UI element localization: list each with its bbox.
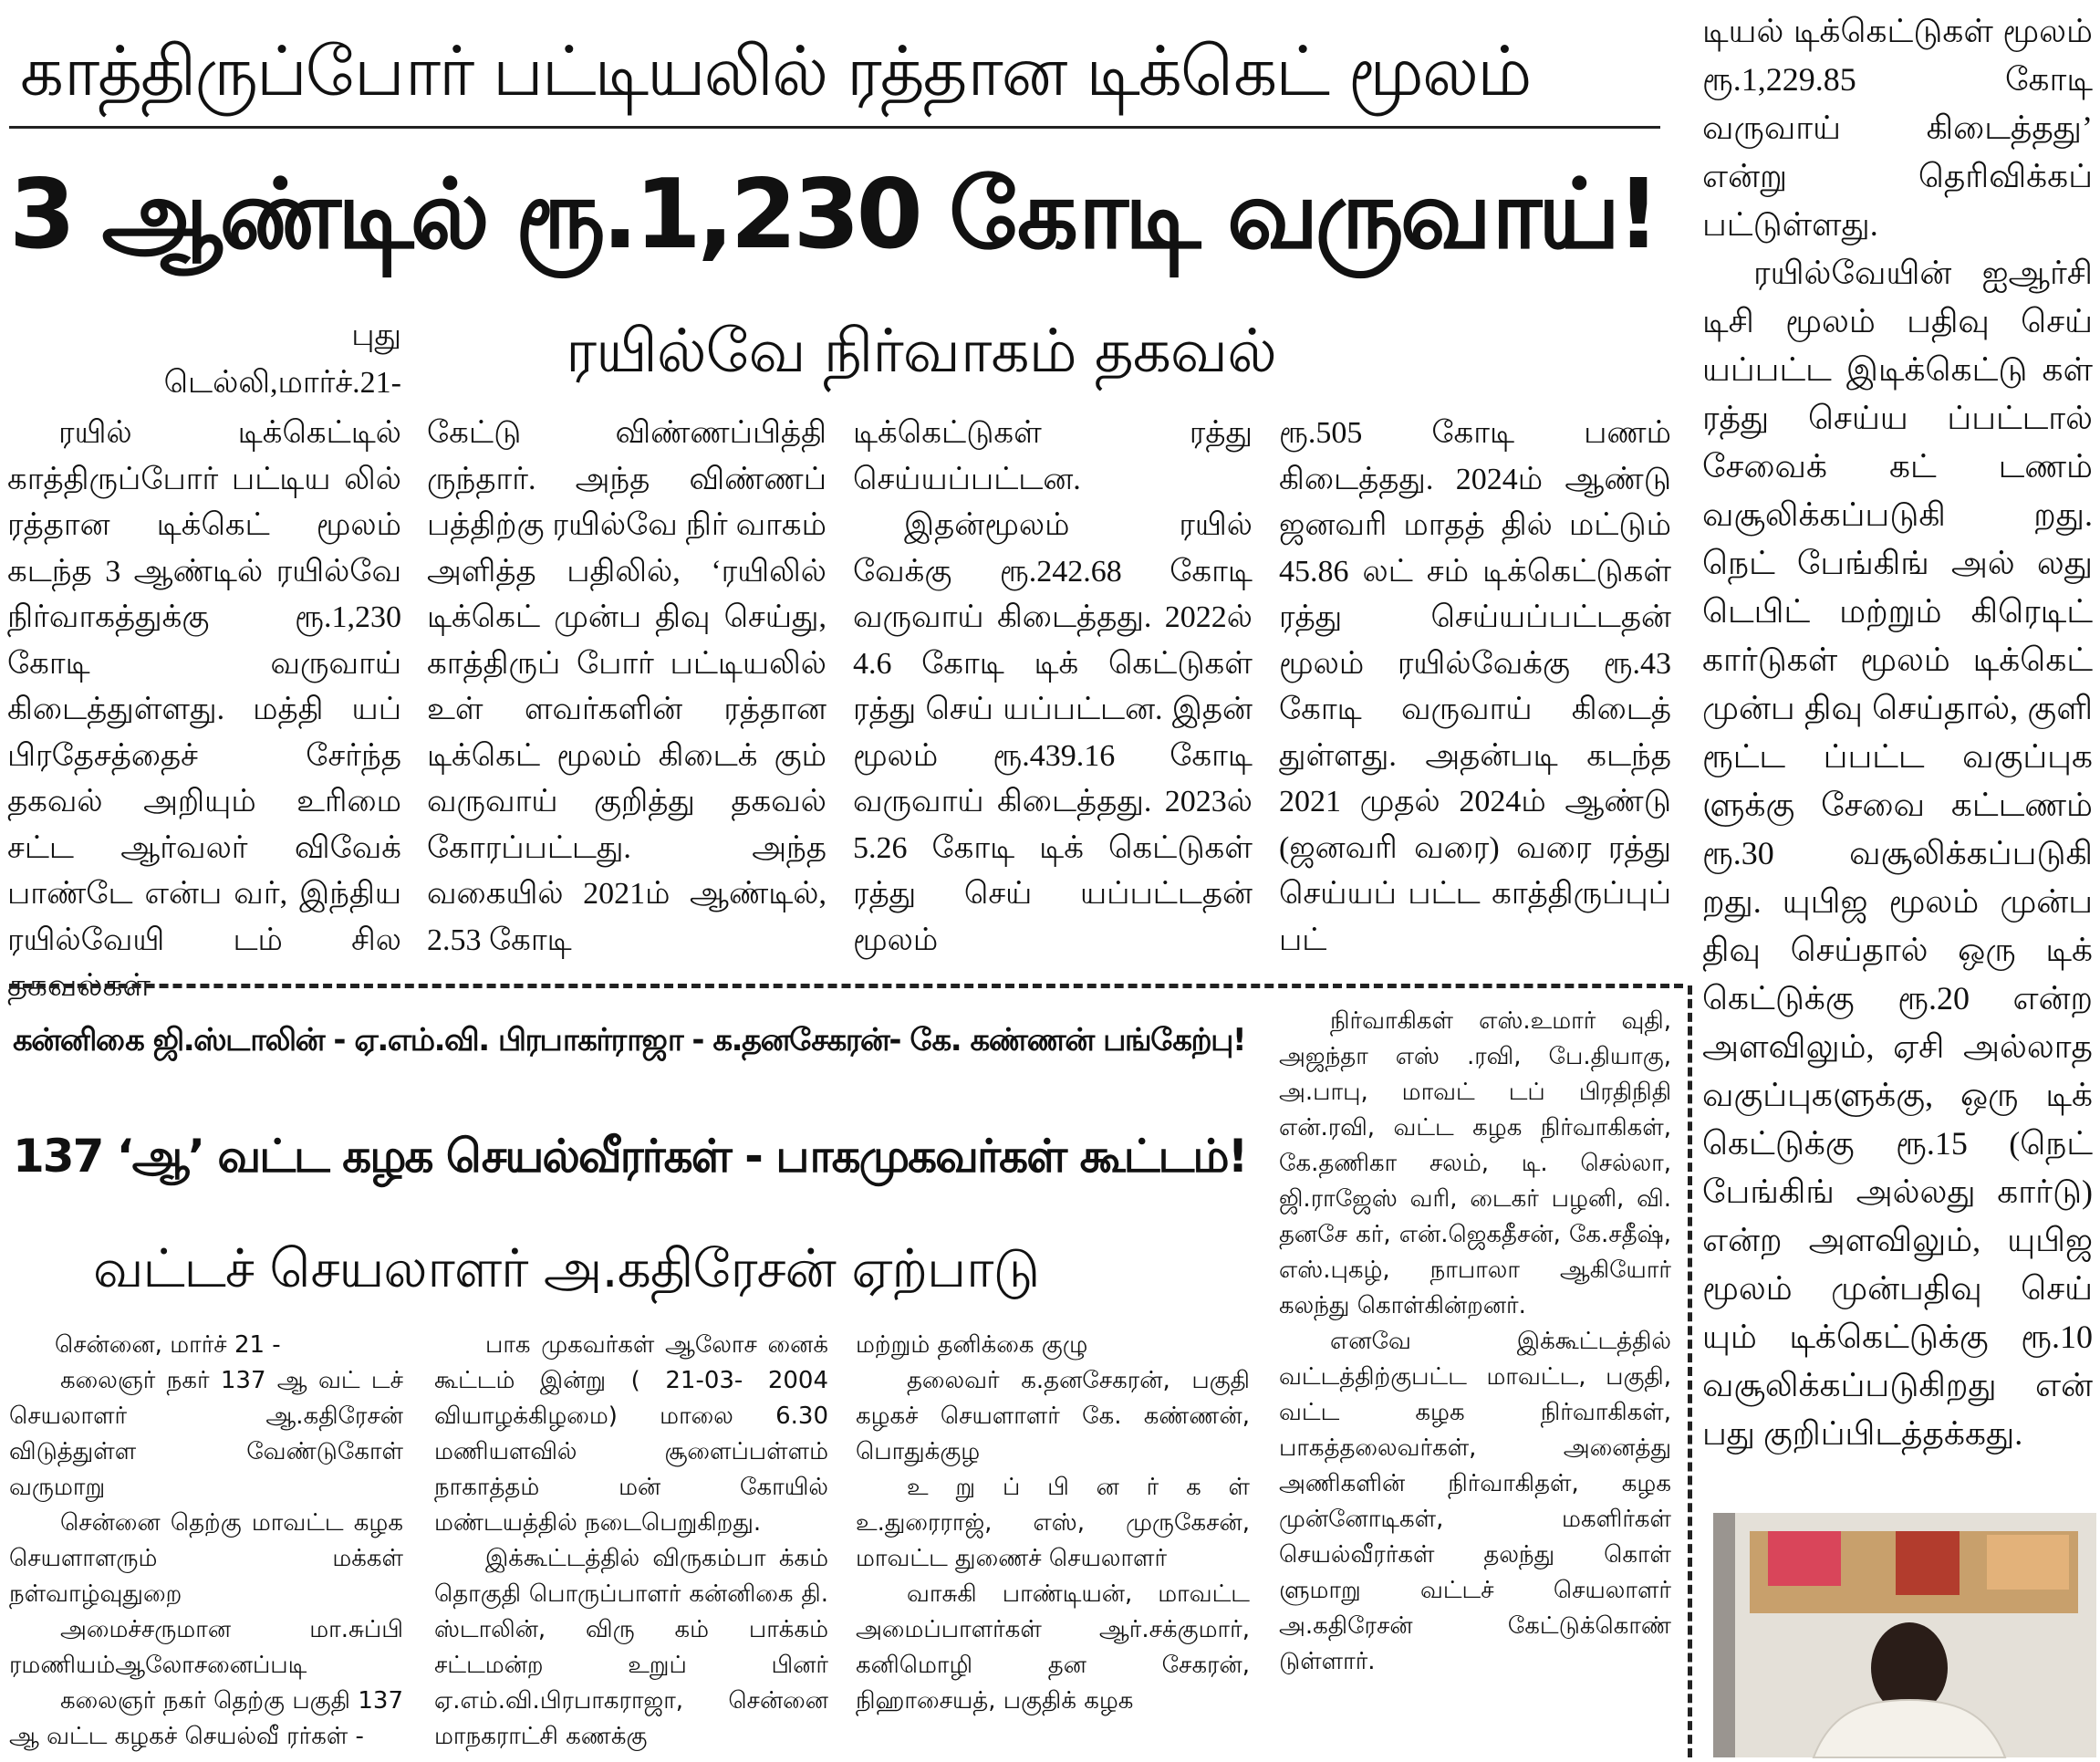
article1-column-5a-text: டியல் டிக்கெட்டுகள் மூலம் ரூ.1,229.85 கோடி வருவாய் கிடைத்தது’ என்று தெரிவிக்கப் பட்டுள்ளது. bbox=[1702, 13, 2093, 243]
article1-column-2-text: கேட்டு விண்ணப்பித்தி ருந்தார். அந்த விண்ணப் பத்திற்கு ரயில்வே நிர் வாகம் அளித்த பதிலில், ‘ரயிலில் டிக்கெட் முன்ப திவு செய்து, காத்திருப் போர் பட்டியலில் உள் ளவர்களின் ரத்தான டிக்கெட் மூலம் கிடைக் கும் வருவாய் குறித்து தகவல் கோரப்பட்டது. அந்த வகையில் 2021ம் ஆண்டில், 2.53 கோடி bbox=[427, 416, 826, 957]
person-photo bbox=[1713, 1513, 2096, 1757]
article2-column-4-text: நிர்வாகிகள் எஸ்.உமார் வுதி, அஜந்தா எஸ் .ரவி, பே.தியாகு, அ.பாபு, மாவட் டப் பிரதிநிதி என்.ரவி, வட்ட கழக நிர்வாகிகள், கே.தணிகா சலம், டி. செல்லா, ஜி.ராஜேஸ் வரி, டைகர் பழனி, வி. தனசே கர், என்.ஜெகதீசன், கே.சதீஷ், எஸ்.புகழ், நாபாலா ஆகியோர் கலந்து கொள்கின்றனர். bbox=[1279, 1007, 1671, 1319]
article2-column-3d-text: வாசுகி பாண்டியன், மாவட்ட அமைப்பாளர்கள் ஆர்.சக்குமார், கனிமொழி தன சேகரன், நிஹாசையத், பகுதிக் கழக bbox=[856, 1580, 1250, 1715]
article2-kicker: கன்னிகை ஜி.ஸ்டாலின் - ஏ.எம்.வி. பிரபாகர்ராஜா - க.தனசேகரன்- கே. கண்ணன் பங்கேற்பு! bbox=[13, 1022, 1245, 1058]
right-column-divider bbox=[1688, 985, 1692, 1757]
article1-column-5 bbox=[1702, 7, 2093, 1496]
kicker-rule bbox=[9, 126, 1660, 129]
section-divider bbox=[9, 984, 1683, 988]
article1-kicker: காத்திருப்போர் பட்டியலில் ரத்தான டிக்கெட் மூலம் bbox=[20, 31, 1531, 111]
article1-subhead: ரயில்வே நிர்வாகம் தகவல் bbox=[566, 316, 1276, 386]
article1-column-3a-text: டிக்கெட்டுகள் ரத்து செய்யப்பட்டன. bbox=[853, 416, 1253, 496]
article1-column-5b-text: ரயில்வேயின் ஐஆர்சி டிசி மூலம் பதிவு செய் யப்பட்ட இடிக்கெட்டு கள் ரத்து செய்ய ப்பட்டால் சேவைக் கட் டணம் வசூலிக்கப்படுகி றது. நெட் பேங்கிங் அல் லது டெபிட் மற்றும் கிரெடிட் கார்டுகள் மூலம் டிக்கெட் முன்ப திவு செய்தால், குளி ரூட்ட ப்பட்ட வகுப்புக ளுக்கு சேவை கட்டணம் ரூ.30 வசூலிக்கப்படுகி றது. யுபிஜ மூலம் முன்ப திவு செய்தால் ஒரு டிக் கெட்டுக்கு ரூ.20 என்ற அளவிலும், ஏசி அல்லாத வகுப்புகளுக்கு, ஒரு டிக் கெட்டுக்கு ரூ.15 (நெட் பேங்கிங் அல்லது கார்டு) என்ற அளவிலும், யுபிஜ மூலம் முன்பதிவு செய் யும் டிக்கெட்டுக்கு ரூ.10 வசூலிக்கப்படுகிறது என் பது குறிப்பிடத்தக்கது. bbox=[1702, 255, 2093, 1452]
article1-headline: 3 ஆண்டில் ரூ.1,230 கோடி வருவாய்! bbox=[9, 159, 1658, 270]
article1-dateline-1: புது bbox=[351, 318, 401, 352]
article1-column-4-text: ரூ.505 கோடி பணம் கிடைத்தது. 2024ம் ஆண்டு ஜனவரி மாதத் தில் மட்டும் 45.86 லட் சம் டிக்கெட்டுகள் ரத்து செய்யப்பட்டதன் மூலம் ரயில்வேக்கு ரூ.43 கோடி வருவாய் கிடைத் துள்ளது. அதன்படி கடந்த 2021 முதல் 2024ம் ஆண்டு (ஜனவரி வரை) வரை ரத்து செய்யப் பட்ட காத்திருப்புப் பட் bbox=[1279, 416, 1671, 957]
article2-column-2-text: பாக முகவர்கள் ஆலோச னைக் கூட்டம் இன்று ( 21-03- 2004 வியாழக்கிழமை) மாலை 6.30 மணியளவில் சூளைப்பள்ளம் நாகாத்தம் மன் கோயில் மண்டயத்தில் நடைபெறுகிறது. bbox=[434, 1331, 828, 1537]
article2-column-1c-text: அமைச்சருமான மா.சுப்பி ரமணியம்ஆலோசனைப்படி bbox=[9, 1616, 403, 1679]
article2-column-1-text: கலைஞர் நகர் 137 ஆ வட் டச் செயலாளர் ஆ.கதிரேசன் விடுத்துள்ள வேண்டுகோள் வருமாறு bbox=[9, 1367, 403, 1501]
article2-column-3 bbox=[856, 1328, 1250, 1752]
article2-dateline: சென்னை, மார்ச் 21 - bbox=[55, 1331, 281, 1359]
article2-column-3c-text: உ று ப் பி ன ர் க ள் உ.துரைராஜ், எஸ், முருகேசன், மாவட்ட துணைச் செயலாளர் bbox=[856, 1474, 1250, 1572]
article2-column-4b-text: எனவே இக்கூட்டத்தில் வட்டத்திற்குபட்ட மாவட்ட, பகுதி, வட்ட கழக நிர்வாகிகள், பாகத்தலைவர்கள், அனைத்து அணிகளின் நிர்வாகிதள், கழக முன்னோடிகள், மகளிர்கள் செயல்வீரர்கள் தலந்து கொள் ளுமாறு வட்டச் செயலாளர் அ.கதிரேசன் கேட்டுக்கொண் டுள்ளார். bbox=[1279, 1328, 1671, 1675]
article2-headline: 137 ‘ஆ’ வட்ட கழக செயல்வீரர்கள் - பாகமுகவர்கள் கூட்டம்! bbox=[13, 1130, 1247, 1183]
article2-column-1b-text: சென்னை தெற்கு மாவட்ட கழக செயளாளரும் மக்கள் நள்வாழ்வுதுறை bbox=[9, 1509, 403, 1608]
article1-column-3b-text: இதன்மூலம் ரயில் வேக்கு ரூ.242.68 கோடி வருவாய் கிடைத்தது. 2022ல் 4.6 கோடி டிக் கெட்டுகள் ரத்து செய் யப்பட்டன. இதன் மூலம் ரூ.439.16 கோடி வருவாய் கிடைத்தது. 2023ல் 5.26 கோடி டிக் கெட்டுகள் ரத்து செய் யப்பட்டதன் மூலம் bbox=[853, 508, 1253, 957]
article2-column-4 bbox=[1279, 1004, 1671, 1752]
article2-subhead: வட்டச் செயலாளர் அ.கதிரேசன் ஏற்பாடு bbox=[93, 1237, 1040, 1299]
article1-column-1 bbox=[7, 411, 401, 1003]
person-photo-icon bbox=[1713, 1513, 2096, 1757]
article1-column-2 bbox=[427, 411, 826, 972]
article1-column-3 bbox=[853, 411, 1253, 972]
article2-column-1d-text: கலைஞர் நகர் தெற்கு பகுதி 137 ஆ வட்ட கழகச் செயல்வீ ரர்கள் - bbox=[9, 1687, 403, 1750]
article2-column-2 bbox=[434, 1328, 828, 1752]
article1-dateline-2: டெல்லி,மார்ச்.21- bbox=[163, 366, 401, 400]
article2-column-1 bbox=[9, 1328, 403, 1752]
article2-column-2b-text: இக்கூட்டத்தில் விருகம்பா க்கம் தொகுதி பொருப்பாளர் கன்னிகை தி. ஸ்டாலின், விரு கம் பாக்கம் சட்டமன்ற உறுப் பினர் ஏ.எம்.வி.பிரபாகராஜா, சென்னை மாநகராட்சி கணக்கு bbox=[434, 1545, 828, 1750]
article1-column-4 bbox=[1279, 411, 1671, 972]
article1-column-1-text: ரயில் டிக்கெட்டில் காத்திருப்போர் பட்டிய லில் ரத்தான டிக்கெட் மூலம் கடந்த 3 ஆண்டில் ரயில்வே நிர்வாகத்துக்கு ரூ.1,230 கோடி வருவாய் கிடைத்துள்ளது. மத்தி யப் பிரதேசத்தைச் சேர்ந்த தகவல் அறியும் உரிமை சட்ட ஆர்வலர் விவேக் பாண்டே என்ப வர், இந்திய ரயில்வேயி டம் சில தகவல்கள் bbox=[7, 416, 401, 1003]
article2-column-3-text: மற்றும் தனிக்கை குழு bbox=[856, 1331, 1088, 1359]
article2-column-3b-text: தலைவர் க.தனசேகரன், பகுதி கழகச் செயளாளர் கே. கண்ணன், பொதுக்குழ bbox=[856, 1367, 1250, 1465]
